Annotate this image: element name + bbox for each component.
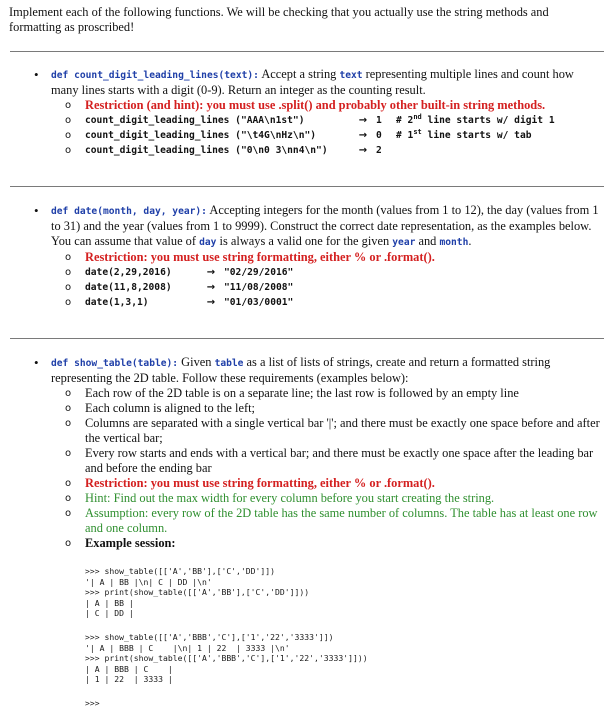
example-note: # 1st line starts w/ tab (396, 127, 532, 141)
bullet-glyph: • (34, 355, 39, 370)
function-signature: def date(month, day, year): (51, 206, 207, 217)
code-prompt: >>> (85, 698, 100, 708)
assumption-item: o Assumption: every row of the 2D table has the same number of columns. The table has at least one row and one column. (65, 506, 598, 535)
divider (10, 186, 604, 187)
section-body (51, 203, 601, 310)
example-item: o count_digit_leading_lines ("AAA\n1st") → 1 # 2nd line starts w/ digit 1 (65, 112, 555, 126)
section-body (51, 67, 601, 158)
code-session-1: >>> show_table([['A','BB'],['C','DD']]) '| A | BB |\n| C | DD |\n' >>> print(show_table([['A','BB'],['C','DD']])) | A | BB | | C | DD | (85, 566, 310, 619)
function-signature: def show_table(table): (51, 358, 179, 369)
example-item: o date(11,8,2008) → "11/08/2008" (65, 282, 294, 293)
requirement-item: o Each column is aligned to the left; (65, 401, 255, 415)
bullet-glyph: • (34, 67, 39, 82)
restriction-item: o Restriction (and hint): you must use .split() and probably other built-in string methods. (65, 98, 546, 112)
sub-list (65, 98, 601, 158)
requirement-item: o Each row of the 2D table is on a separate line; the last row is followed by an empty line (65, 386, 519, 400)
bullet-glyph: • (34, 203, 39, 218)
code-session-2: >>> show_table([['A','BBB','C'],['1','22','3333']]) '| A | BBB | C |\n| 1 | 22 | 3333 |\n' >>> print(show_table([['A','BBB','C'],['1','22','3333']])) | A | BBB | C | | 1 | 22 | 3333 | (85, 632, 368, 685)
divider (10, 51, 604, 52)
example-note: # 2nd line starts w/ digit 1 (396, 112, 555, 126)
function-signature: def count_digit_leading_lines(text): (51, 70, 259, 81)
function-description: def count_digit_leading_lines(text): Accept a string text representing multiple lines and count how many lines starts with a digit (0-9). Return an integer as the counting result. (51, 67, 574, 97)
function-description: def date(month, day, year): Accepting integers for the month (values from 1 to 12), the day (values from 1 to 31) and the year (values from 1 to 9999). Construct the correct date representation, as the examples below. You can assume that value of day is always a valid one for the given year and month. (51, 203, 599, 248)
section-body (51, 355, 601, 551)
param-name: text (339, 70, 363, 81)
function-description: def show_table(table): Given table as a list of lists of strings, create and return a formatted string representing the 2D table. Follow these requirements (examples below): (51, 355, 551, 385)
restriction-item: o Restriction: you must use string formatting, either % or .format(). (65, 476, 435, 490)
hint-item: o Hint: Find out the max width for every column before you start creating the string. (65, 491, 495, 505)
intro-text: Implement each of the following functions. We will be checking that you actually use the string methods and formatting as proscribed! (9, 5, 549, 34)
restriction-item: o Restriction: you must use string formatting, either % or .format(). (65, 250, 435, 264)
example-item: o date(2,29,2016) → "02/29/2016" (65, 267, 294, 278)
example-item: o count_digit_leading_lines ("0\n0 3\nn4\n") → 2 (65, 145, 382, 156)
requirement-item: o Columns are separated with a single vertical bar '|'; and there must be exactly one space before and after the vertical bar; (65, 416, 600, 445)
divider (10, 338, 604, 339)
requirement-item: o Every row starts and ends with a vertical bar; and there must be exactly one space after the leading bar and before the ending bar (65, 446, 594, 475)
sub-list (65, 250, 601, 310)
example-item: o date(1,3,1) → "01/03/0001" (65, 297, 294, 308)
example-label-item: o Example session: (65, 536, 176, 550)
example-item: o count_digit_leading_lines ("\t4G\nHz\n") → 0 # 1st line starts w/ tab (65, 127, 532, 141)
sub-list (65, 386, 601, 551)
